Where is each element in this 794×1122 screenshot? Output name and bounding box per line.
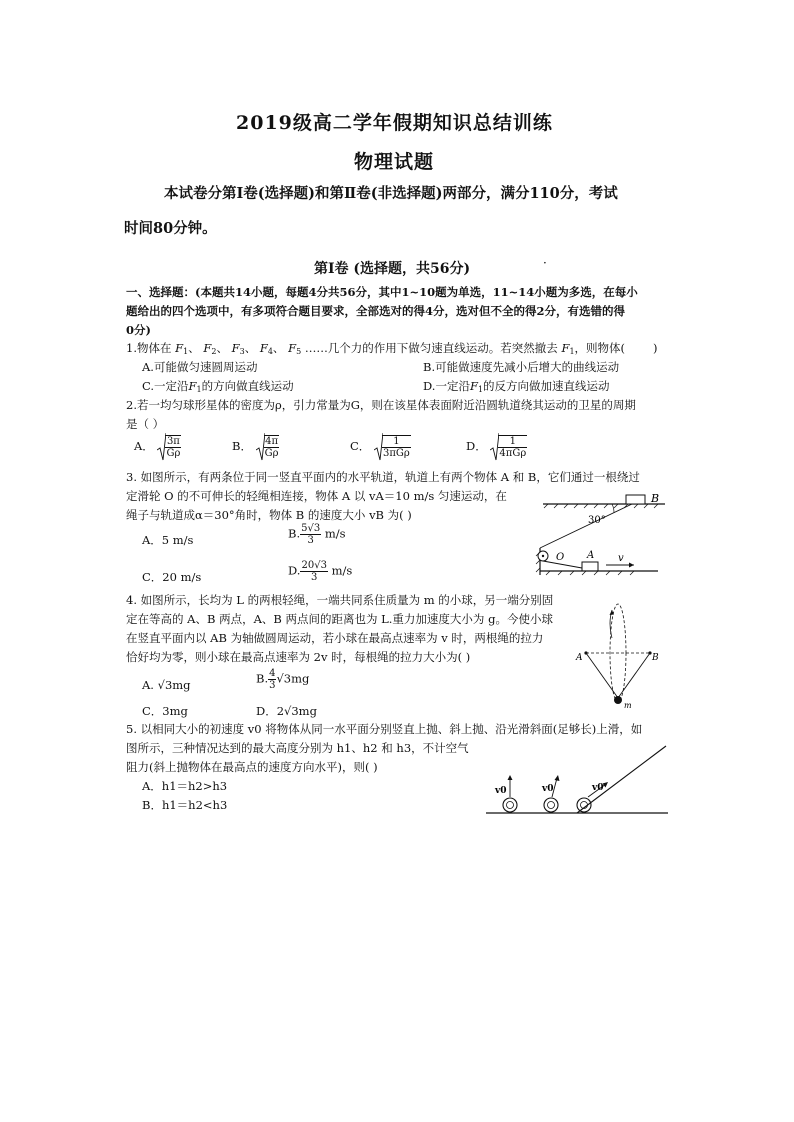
q2-stem-1: 2.若一均匀球形星体的密度为ρ，引力常量为G，则在该星体表面附近沿圆轨道绕其运动的卫星的周期 bbox=[126, 398, 636, 412]
label-v0-1: v0 bbox=[495, 786, 507, 796]
q4-stem-1: 4. 如图所示，长均为 L 的两根轻绳，一端共同系住质量为 m 的小球，另一端分别固 bbox=[126, 593, 554, 607]
section-instructions-3: 0分) bbox=[126, 323, 151, 337]
q4-stem-3: 在竖直平面内以 AB 为轴做圆周运动，若小球在最高点速率为 v 时，两根绳的拉力 bbox=[126, 631, 544, 645]
q1-option-b: B.可能做速度先减小后增大的曲线运动 bbox=[423, 360, 620, 374]
q5-stem-1: 5. 以相同大小的初速度 v0 将物体从同一水平面分别竖直上抛、斜上抛、沿光滑斜面(足够长)上滑，如 bbox=[126, 722, 643, 736]
q4-option-d: D．2√3mg bbox=[256, 704, 317, 718]
label-a: A bbox=[587, 550, 595, 561]
section-instructions-1: 一、选择题：(本题共14小题，每题4分共56分，其中1~10题为单选，11~14小题为多选，在每小 bbox=[126, 285, 638, 299]
q3-option-d: D. $\frac{20√3}{3}$ m/s bbox=[288, 560, 353, 583]
q3-stem-1: 3. 如图所示，有两条位于同一竖直平面内的水平轨道，轨道上有两个物体 A 和 B，它们通过一根绕过 bbox=[126, 470, 640, 484]
q3-option-b: B. $\frac{5√3}{3}$ m/s bbox=[288, 523, 346, 546]
q1-option-d: D.一定沿$F_1$的反方向做加速直线运动 bbox=[423, 379, 610, 394]
q5-option-a: A．h1＝h2>h3 bbox=[142, 779, 228, 793]
q2-option-d: D． $\frac{1}{\text{4πGρ}}$ bbox=[466, 432, 527, 462]
exam-intro-line1: 本试卷分第Ⅰ卷(选择题)和第Ⅱ卷(非选择题)两部分，满分110分，考试 bbox=[164, 185, 618, 202]
label-b: B bbox=[652, 653, 659, 663]
label-a: A bbox=[576, 653, 583, 663]
label-o: O bbox=[556, 552, 565, 563]
arrowhead-icon bbox=[508, 775, 513, 780]
q1-stem: 1.物体在 $F_1$、 $F_2$、 $F_3$、 $F_4$、 $F_5$ ……几个力的作用下做匀速直线运动。若突然撤去 $F_1$，则物体( ) bbox=[126, 341, 658, 356]
exam-subject: 物理试题 bbox=[354, 151, 435, 173]
q3-stem-3: 绳子与轨道成α＝30°角时，物体 B 的速度大小 vB 为( ) bbox=[126, 508, 412, 522]
label-v0-3: v0 bbox=[592, 783, 604, 793]
q3-option-c: C．20 m/s bbox=[142, 570, 202, 584]
label-v0-2: v0 bbox=[542, 784, 554, 794]
q4-circular-motion-figure bbox=[572, 598, 664, 710]
ball-incline bbox=[577, 798, 591, 812]
q2-stem-2: 是（ ） bbox=[126, 417, 165, 431]
q3-pulley-figure bbox=[530, 490, 670, 585]
q4-option-b: B. $\frac{4}{3}$ √3mg bbox=[256, 668, 310, 691]
label-b: B bbox=[651, 492, 660, 505]
rope-a bbox=[586, 653, 618, 698]
block-b bbox=[626, 495, 645, 504]
section-instructions-2: 题给出的四个选项中，有多项符合题目要求，全部选对的得4分，选对但不全的得2分，有选错的得 bbox=[126, 304, 625, 318]
q4-stem-2: 定在等高的 A、B 两点，A、B 两点间的距离也为 L.重力加速度大小为 g。今使小球 bbox=[126, 612, 553, 626]
exam-title: 2019级高二学年假期知识总结训练 bbox=[236, 112, 553, 134]
block-a bbox=[582, 562, 598, 571]
rope-upper bbox=[540, 504, 632, 548]
label-v: v bbox=[618, 553, 624, 564]
q3-option-a: A．5 m/s bbox=[142, 533, 194, 547]
q4-option-c: C．3mg bbox=[142, 704, 188, 718]
angle-label: 30° bbox=[588, 515, 606, 526]
q2-option-a: A． $\frac{3\pi}{G\rho}$ bbox=[134, 432, 181, 462]
angle-arc bbox=[612, 504, 614, 513]
ball-m bbox=[614, 696, 622, 704]
q1-option-a: A.可能做匀速圆周运动 bbox=[142, 360, 258, 374]
q3-stem-2: 定滑轮 O 的不可伸长的轻绳相连接，物体 A 以 vA＝10 m/s 匀速运动，在 bbox=[126, 489, 507, 503]
exam-intro-line2: 时间80分钟。 bbox=[124, 220, 217, 237]
section-title: 第Ⅰ卷 (选择题，共56分) bbox=[314, 261, 471, 277]
rope-b bbox=[618, 653, 650, 698]
ball-oblique bbox=[544, 798, 558, 812]
q5-projectile-figure bbox=[484, 742, 670, 818]
q2-option-b: B． $\frac{4\pi}{G\rho}$ bbox=[232, 432, 279, 462]
label-m: m bbox=[624, 701, 632, 710]
decorative-mark: · bbox=[543, 256, 547, 270]
q5-option-b: B．h1＝h2<h3 bbox=[142, 798, 228, 812]
q1-option-c: C.一定沿$F_1$的方向做直线运动 bbox=[142, 379, 294, 394]
incline bbox=[577, 746, 666, 813]
arrowhead-icon bbox=[555, 775, 560, 781]
arrowhead-icon bbox=[629, 563, 634, 568]
q5-stem-2: 图所示，三种情况达到的最大高度分别为 h1、h2 和 h3，不计空气 bbox=[126, 741, 469, 755]
q4-stem-4: 恰好均为零，则小球在最高点速率为 2v 时，每根绳的拉力大小为( ) bbox=[126, 650, 471, 664]
q5-stem-3: 阻力(斜上抛物体在最高点的速度方向水平)，则( ) bbox=[126, 760, 378, 774]
ball-vertical bbox=[503, 798, 517, 812]
q2-option-c: C． $\frac{1}{\text{3πGρ}}$ bbox=[350, 432, 411, 462]
q4-option-a: A. √3mg bbox=[142, 678, 191, 692]
upper-track-hatching bbox=[544, 504, 658, 508]
